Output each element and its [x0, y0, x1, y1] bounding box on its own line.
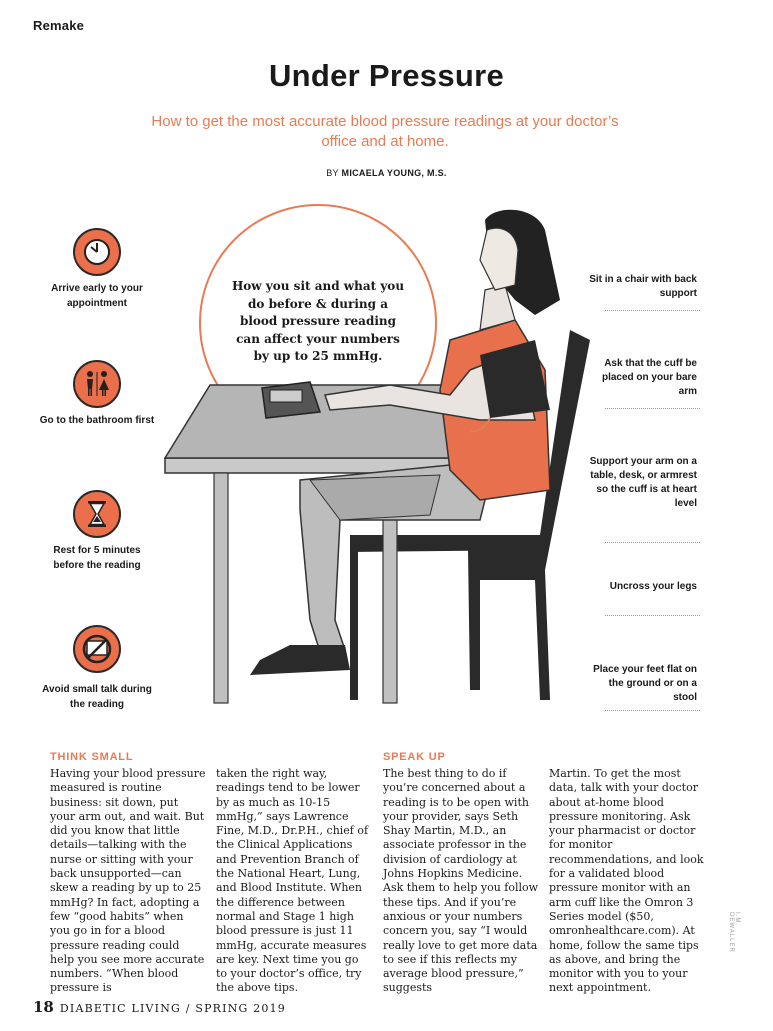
tip-label: Rest for 5 minutes before the reading	[53, 545, 141, 571]
heading-think-small: THINK SMALL	[50, 751, 134, 763]
tip-label: Arrive early to your appointment	[51, 283, 143, 309]
tip-label: Go to the bathroom first	[39, 415, 155, 426]
tip-heart-level: Support your arm on a table, desk, or armrest so the cuff is at heart level	[589, 456, 697, 509]
blood-pressure-illustration	[150, 190, 620, 720]
hourglass-icon	[73, 490, 121, 538]
heading-speak-up: SPEAK UP	[383, 751, 446, 763]
article-subtitle: How to get the most accurate blood pressure readings at your doctor’s office and at home.	[151, 113, 619, 150]
restroom-icon	[73, 360, 121, 408]
publication-name: DIABETIC LIVING / SPRING 2019	[59, 1002, 287, 1015]
tip-bare-arm: Ask that the cuff be placed on your bare arm	[601, 358, 697, 397]
author-name: MICAELA YOUNG, M.S.	[341, 168, 447, 178]
tip-avoid-talk	[37, 625, 157, 712]
page-footer	[33, 998, 286, 1016]
body-column-1: Having your blood pressure measured is routine business: sit down, put your arm out, and wait. But did you know that little details—talking with the nurse or sitting with your back unsupported—can skew a reading by up to 25 mmHg? In fact, adopting a few “good habits” when you go in for a blood pressure reading could help you see more accurate numbers. “When blood pressure is	[50, 767, 206, 995]
article-title: Under Pressure	[268, 58, 505, 93]
callout-text: How you sit and what you do before & during a blood pressure reading can affect your numbers by up to 25 mmHg.	[231, 279, 405, 363]
tip-uncross-legs: Uncross your legs	[609, 581, 697, 592]
section-label: Remake	[33, 18, 85, 33]
divider	[605, 615, 700, 616]
body-column-3: The best thing to do if you’re concerned about a reading is to be open with your provider, says Seth Shay Martin, M.D., an associate professor in the division of cardiology at Johns Hopkins Medicine. Ask them to help you follow these tips. And if you’re anxious or your numbers concern you, say “I would really love to get more data to see if this reflects my average blood pressure,” suggests	[383, 767, 539, 995]
tip-bathroom	[37, 360, 157, 429]
divider	[605, 542, 700, 543]
tip-label: Avoid small talk during the reading	[42, 684, 152, 710]
photo-credit: I.M. DEWALLER	[728, 912, 740, 953]
body-column-2: taken the right way, readings tend to be lower by as much as 10-15 mmHg,” says Lawrence Fine, M.D., Dr.P.H., chief of the Clinical Applications and Prevention Branch of the National Heart, Lung, and Blood Institute. When the difference between normal and Stage 1 high blood pressure is just 11 mmHg, accurate measures are key. Next time you go to your doctor’s office, try the above tips.	[216, 767, 369, 995]
tip-back-support: Sit in a chair with back support	[589, 274, 697, 299]
no-talking-icon	[73, 625, 121, 673]
byline-prefix: BY	[326, 168, 339, 178]
page-number: 18	[33, 998, 54, 1016]
body-column-4: Martin. To get the most data, talk with your doctor about at-home blood pressure monitoring. Ask your pharmacist or doctor for monitor recommendations, and look for a validated blood pressure monitor with an arm cuff like the Omron 3 Series model ($50, omronhealthcare.com). At home, follow the same tips as above, and bring the monitor with you to your next appointment.	[549, 767, 704, 995]
divider	[605, 710, 700, 711]
divider	[605, 310, 700, 311]
tip-rest	[37, 490, 157, 573]
divider	[605, 408, 700, 409]
tip-arrive-early	[37, 228, 157, 311]
byline	[0, 168, 773, 178]
tip-feet-flat: Place your feet flat on the ground or on a stool	[593, 664, 697, 703]
clock-icon	[73, 228, 121, 276]
